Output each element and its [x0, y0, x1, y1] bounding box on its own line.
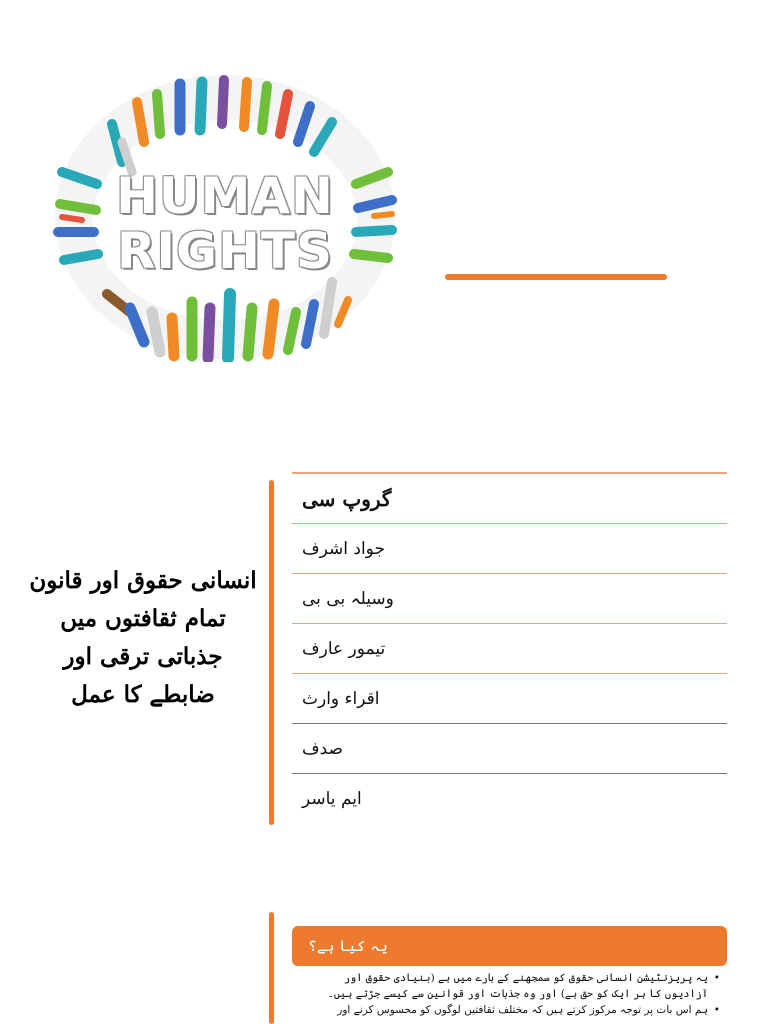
title-underline: [445, 274, 667, 280]
member-name: صدف: [302, 738, 343, 759]
bullet-text: یہ پریزنٹیشن انسانی حقوق کو سمجھنے کے بارے میں ہے (بنیادی حقوق اور آزادیوں کا ہر ایک کو حق ہے) اور وہ جذبات اور قوانین سے کیسے جڑتے ہیں۔: [327, 972, 708, 1000]
member-name: وسیلہ بی بی: [302, 589, 394, 609]
member-row: [292, 723, 727, 774]
bullet-item: [300, 970, 720, 1002]
bullet-text: ہم اس بات پر توجہ مرکوز کرتے ہیں کہ مختلف ثقافتیں لوگوں کو محسوس کرنے اور: [337, 1004, 708, 1016]
bullet-dot-icon: •: [713, 972, 720, 984]
member-row: [292, 774, 727, 823]
group-header-label: گروپ سی: [302, 486, 392, 511]
group-header: [292, 472, 727, 523]
bullet-dot-icon: •: [713, 1004, 720, 1016]
group-members-table: [292, 472, 727, 823]
human-rights-logo: [52, 72, 398, 362]
member-name: اقراء وارث: [302, 688, 380, 709]
member-row: [292, 573, 727, 623]
bullet-item: [300, 1002, 720, 1018]
member-row: [292, 523, 727, 573]
page-title: انسانی حقوق اور قانون تمام ثقافتوں میں جذباتی ترقی اور ضابطے کا عمل: [29, 567, 257, 708]
member-row: [292, 673, 727, 723]
logo-word-rights: RIGHTS: [116, 222, 334, 280]
bullet-list: [300, 970, 720, 1018]
member-name: تیمور عارف: [302, 638, 386, 659]
logo-word-human: HUMAN: [116, 167, 334, 225]
member-name: جواد اشرف: [302, 538, 385, 559]
member-name: ایم یاسر: [302, 788, 362, 809]
accent-bar: [269, 480, 274, 825]
accent-bar-section: [269, 912, 274, 1024]
section-heading-box: [292, 926, 727, 966]
section-heading: یہ کیا ہے؟: [308, 937, 388, 955]
member-row: [292, 623, 727, 673]
